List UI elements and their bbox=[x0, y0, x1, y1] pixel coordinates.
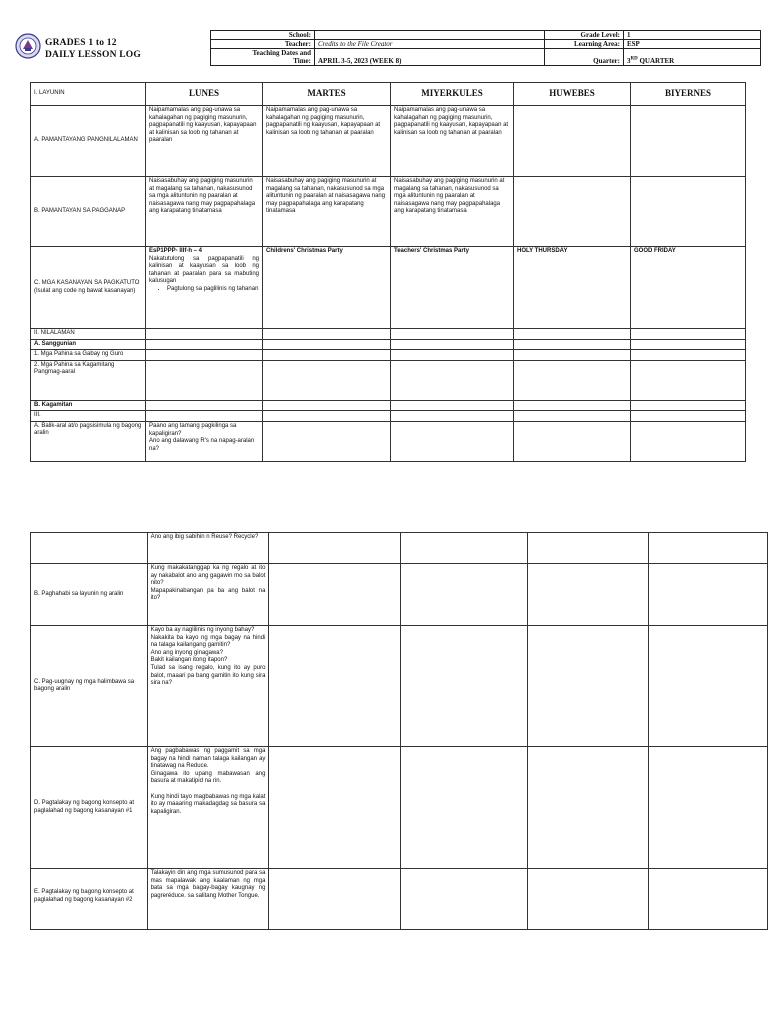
table-row bbox=[31, 177, 746, 247]
title-line-1: GRADES 1 to 12 bbox=[45, 38, 117, 48]
teaching-dates-label-1: Teaching Dates and bbox=[252, 49, 311, 57]
grade-level-value: 1 bbox=[624, 31, 761, 40]
row-label-pag-uugnay: C. Pag-uugnay ng mga halimbawa sa bagong aralin bbox=[31, 626, 148, 747]
cell-lunes: Naipamamalas ang pag-unawa sa kahalagahan ng pagiging masunurin, pagpapanatili ng kaayusan, kapayapaan at kalinisan sa loob ng tahanan at paaralan bbox=[146, 106, 263, 177]
table-row bbox=[31, 106, 746, 177]
teacher-label: Teacher: bbox=[211, 40, 315, 49]
teaching-dates-label-2: Time: bbox=[293, 57, 311, 65]
cell-miyerkules: Naipamamalas ang pag-unawa sa kahalagahan ng pagiging masunurin, pagpapanatili ng kaayusan, kapayapaan at kalinisan sa loob ng tahanan at paaralan bbox=[391, 106, 514, 177]
header-meta-table bbox=[210, 30, 761, 66]
competency-code: EsP1PPP- IIIf-h – 4 bbox=[149, 248, 203, 254]
cell-biyernes: GOOD FRIDAY bbox=[631, 247, 746, 329]
cell-martes: Naipamamalas ang pag-unawa sa kahalagahan ng pagiging masunurin, pagpapanatili ng kaayusan, kapayapaan at kalinisan sa loob ng tahanan at paaralan bbox=[263, 106, 391, 177]
cell-lunes: Kung makakatanggap ka ng regalo at ito ay nakabalot ano ang gagawin mo sa balot nito? Mapapakinabangan pa ba ang balot na ito? bbox=[147, 564, 269, 626]
learning-area-value: ESP bbox=[624, 40, 761, 49]
cell-biyernes bbox=[631, 106, 746, 177]
section-layunin-header: I. LAYUNIN bbox=[31, 83, 146, 106]
title-line-2: DAILY LESSON LOG bbox=[45, 50, 141, 60]
quarter-ordinal-suffix: RD bbox=[630, 56, 638, 62]
deped-seal-icon bbox=[14, 29, 42, 63]
table-row bbox=[31, 411, 746, 422]
table-row bbox=[31, 400, 746, 411]
table-row bbox=[31, 533, 768, 564]
teaching-dates-value: APRIL 3-5, 2023 (WEEK 8) bbox=[315, 49, 545, 66]
day-header-lunes: LUNES bbox=[146, 83, 263, 106]
day-header-biyernes: BIYERNES bbox=[631, 83, 746, 106]
cell-lunes: Paano ang tamang pagkilinga sa kapaligiran? Ano ang dalawang R's na napag-aralan na? bbox=[146, 421, 263, 461]
row-label-nilalaman: II. NILALAMAN bbox=[31, 329, 146, 340]
school-label: School: bbox=[211, 31, 315, 40]
table-row bbox=[31, 329, 746, 340]
table-row bbox=[31, 564, 768, 626]
teacher-value: Credits to the File Creator bbox=[315, 40, 545, 49]
row-label-sanggunian: A. Sanggunian bbox=[31, 339, 146, 350]
cell-miyerkules: Naisasabuhay ang pagiging masunurin at magalang sa tahanan, nakasusunod sa mga alituntunin ng paaralan at naisasagawa nang may pagpapahalaga ang karapatang tinatamasa bbox=[391, 177, 514, 247]
row-label-balik-aral: A. Balik-aral at/o pagsisimula ng bagong aralin bbox=[31, 421, 146, 461]
learning-area-label: Learning Area: bbox=[545, 40, 624, 49]
quarter-label: Quarter: bbox=[545, 49, 624, 66]
cell-martes: Naisasabuhay ang pagiging masunurin at magalang sa tahanan, nakasusunod sa mga alituntunin ng paaralan at naisasagawa nang may pagpapahalaga ang karapatang tinatamasa bbox=[263, 177, 391, 247]
cell-huwebes bbox=[514, 177, 631, 247]
row-label-pagtalakay-1: D. Pagtalakay ng bagong konsepto at paglalahad ng bagong kasanayan #1 bbox=[31, 747, 148, 869]
table-row bbox=[31, 421, 746, 461]
quarter-value bbox=[624, 49, 761, 66]
teaching-dates-label bbox=[211, 49, 315, 66]
log-title bbox=[45, 37, 141, 61]
cell-lunes bbox=[146, 247, 263, 329]
row-label-gabay-ng-guro: 1. Mga Pahina sa Gabay ng Guro bbox=[31, 350, 146, 361]
cell-biyernes bbox=[631, 177, 746, 247]
lesson-log-table-page2 bbox=[30, 532, 768, 930]
competency-bullets bbox=[149, 286, 259, 294]
day-header-miyerkules: MIYERKULES bbox=[391, 83, 514, 106]
row-label-mga-kasanayan: C. MGA KASANAYAN SA PAGKATUTO (Isulat ang code ng bawat kasanayan) bbox=[31, 247, 146, 329]
row-label-paghahabi: B. Paghahabi sa layunin ng aralin bbox=[31, 564, 148, 626]
competency-text: Nakatutulong sa pagpapanatili ng kalinisan at kaayusan sa loob ng tahanan at paaralan para sa mabuting kalusugan bbox=[149, 255, 259, 285]
cell-lunes: Ano ang ibig sabihin n Reuse? Recycle? bbox=[147, 533, 269, 564]
cell-lunes: Naisasabuhay ang pagiging masunurin at magalang sa tahanan, nakasusunod sa mga alituntunin ng paaralan at naisasagawa nang may pagpapahalaga ang karapatang tinatamasa bbox=[146, 177, 263, 247]
row-label-kagamitang-pangmag-aaral: 2. Mga Pahina sa Kagamitang Pangmag-aaral bbox=[31, 360, 146, 400]
row-label-kagamitan: B. Kagamitan bbox=[31, 400, 146, 411]
quarter-value-text: 3RD QUARTER bbox=[627, 56, 675, 65]
cell-lunes: Talakayin din ang mga sumusunod para sa mas mapalawak ang kaalaman ng mga bata sa mga bagay-bagay kaugnay ng pagreréduce. sa salitang Mother Tongue. bbox=[147, 869, 269, 930]
day-header-huwebes: HUWEBES bbox=[514, 83, 631, 106]
lesson-log-table-page1 bbox=[30, 82, 746, 462]
table-row bbox=[31, 626, 768, 747]
cell-miyerkules: Teachers' Christmas Party bbox=[391, 247, 514, 329]
row-label-pamantayan-sa-pagganap: B. PAMANTAYAN SA PAGGANAP bbox=[31, 177, 146, 247]
table-row bbox=[31, 747, 768, 869]
cell-huwebes bbox=[514, 106, 631, 177]
row-label-pagtalakay-2: E. Pagtalakay ng bagong konsepto at paglalahad ng bagong kasanayan #2 bbox=[31, 869, 148, 930]
table-row bbox=[31, 869, 768, 930]
list-item: • Pagtulong sa paglilinis ng tahanan bbox=[167, 286, 259, 294]
cell-huwebes: HOLY THURSDAY bbox=[514, 247, 631, 329]
row-label-pamamaraan: III. bbox=[31, 411, 146, 422]
row-label-pamantayang-pangnilalaman: A. PAMANTAYANG PANGNILALAMAN bbox=[31, 106, 146, 177]
table-row bbox=[31, 350, 746, 361]
table-row bbox=[31, 247, 746, 329]
table-row bbox=[31, 360, 746, 400]
cell-martes: Childrens' Christmas Party bbox=[263, 247, 391, 329]
cell-lunes: Kayo ba ay naglilinis ng inyong bahay? Nakakita ba kayo ng mga bagay na hindi na talaga kailangang gamitin? Ano ang inyong ginagawa? Bakit kailangan itong itapon? Tulad sa isang regalo, kung ito ay puro balot, maaari pa bang gamitin ito kung sira sira na? bbox=[147, 626, 269, 747]
day-header-martes: MARTES bbox=[263, 83, 391, 106]
school-value bbox=[315, 31, 545, 40]
row-label-continued bbox=[31, 533, 148, 564]
grade-level-label: Grade Level: bbox=[545, 31, 624, 40]
cell-lunes: Ang pagbabawas ng paggamit sa mga bagay na hindi naman talaga kailangan ay tinatawag na Reduce. Ginagawa ito upang mabawasan ang basura at makatipid na rin. Kung hindi tayo magbabawas ng mga kalat ito ay maaaring makadagdag sa basura sa kapaligiran. bbox=[147, 747, 269, 869]
table-row bbox=[31, 339, 746, 350]
